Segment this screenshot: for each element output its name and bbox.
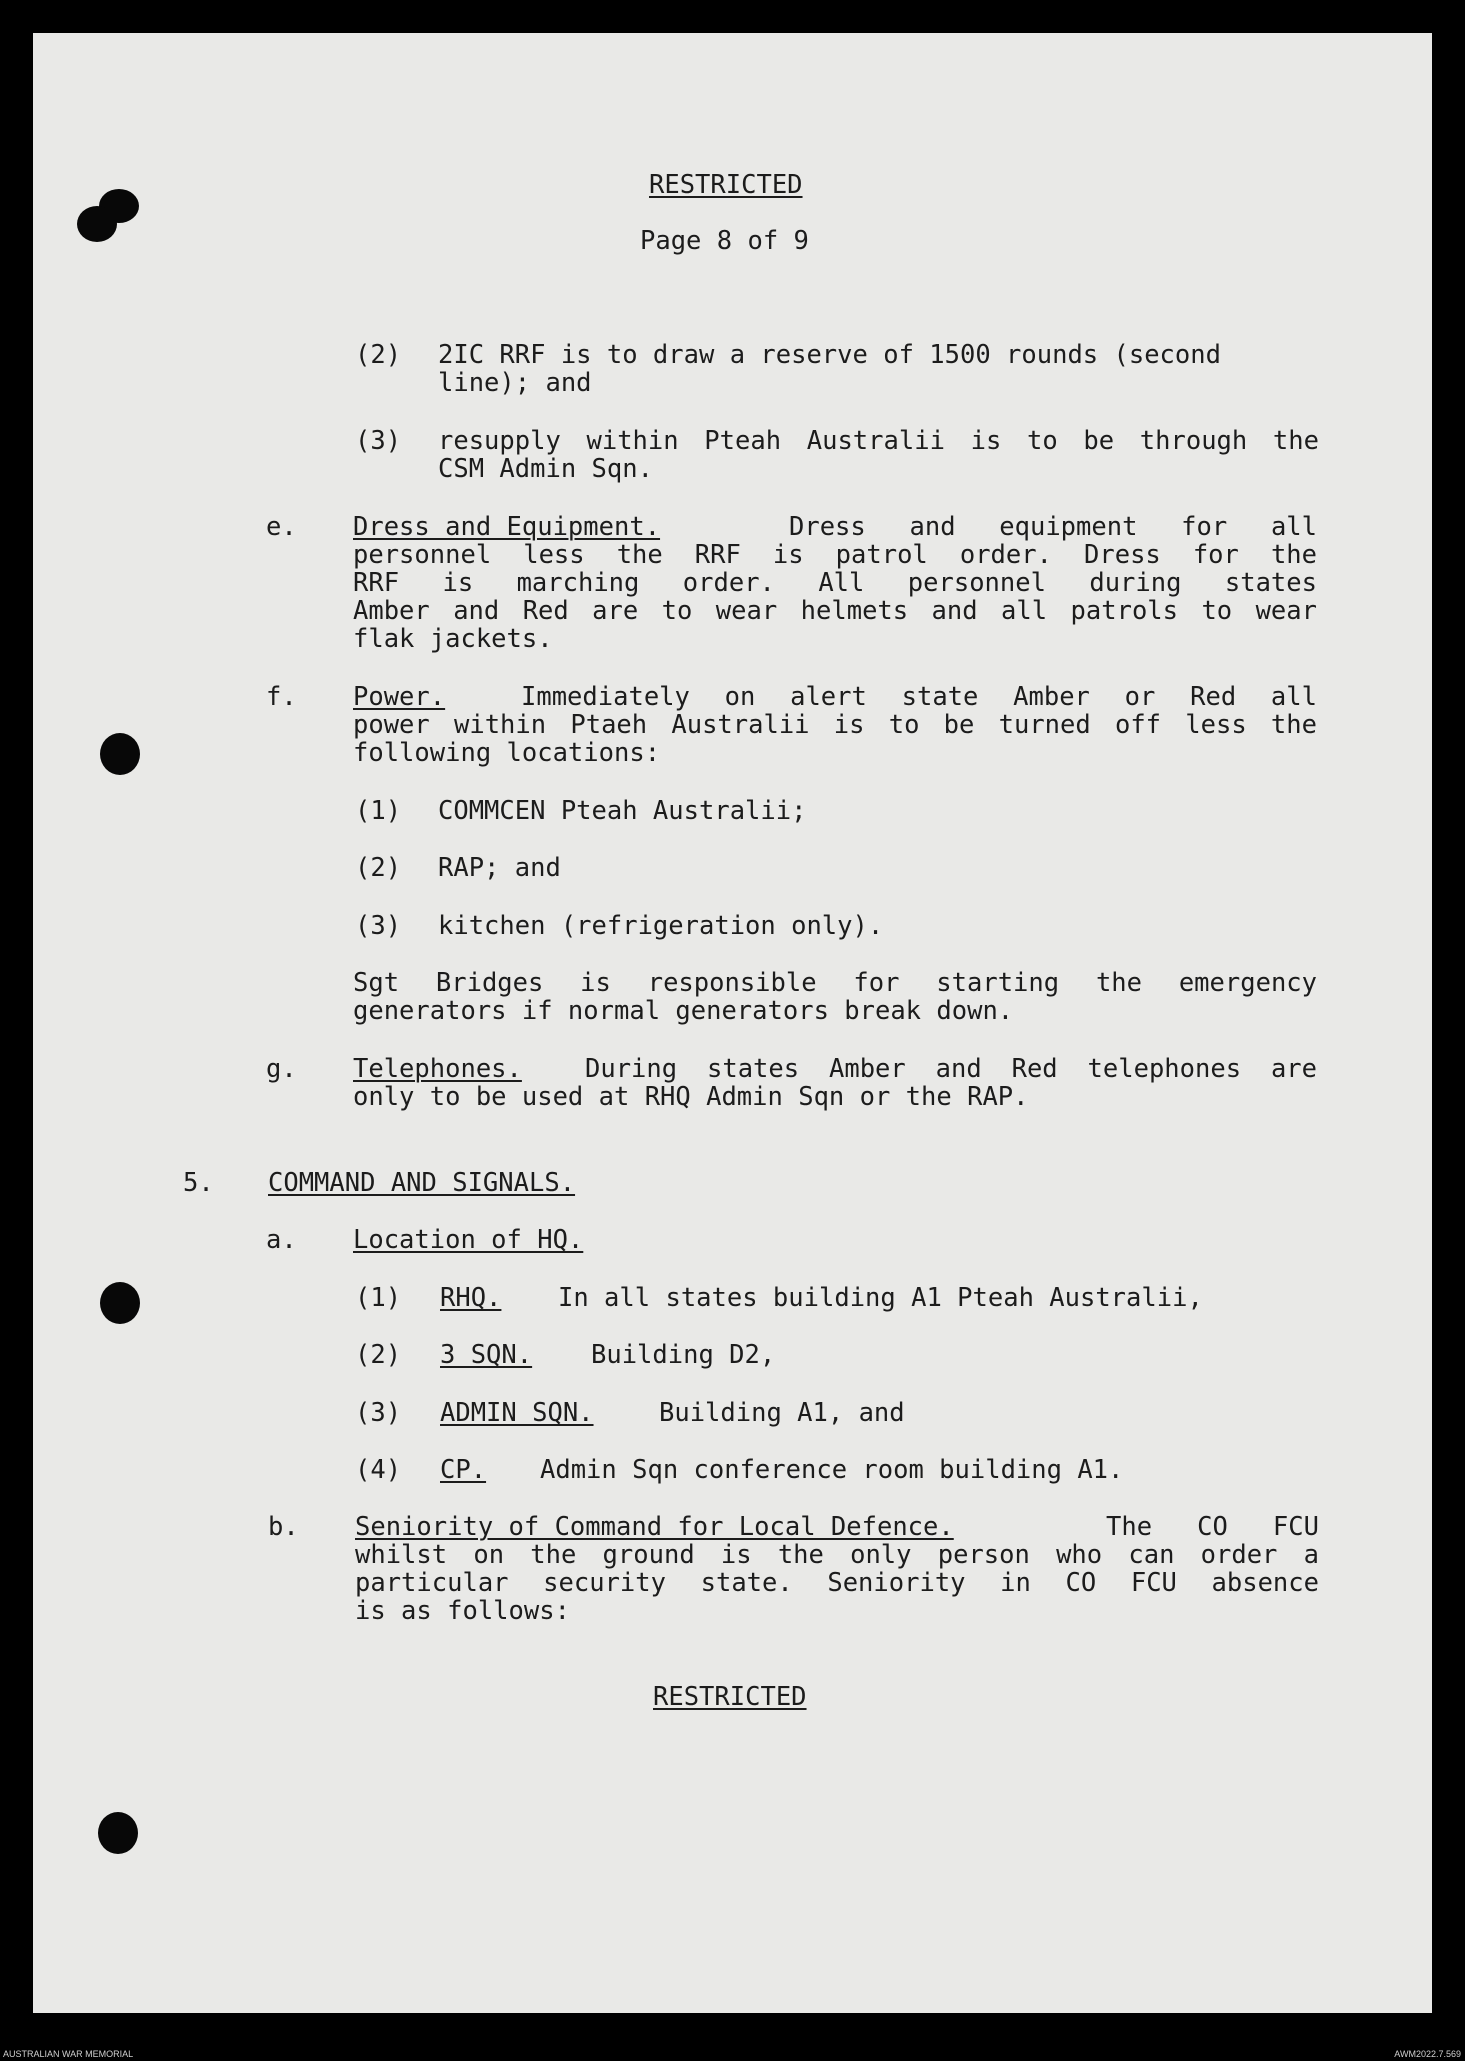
- paragraph-heading: Power.: [353, 682, 446, 712]
- item-number: (3): [355, 1398, 402, 1428]
- item-label: ADMIN SQN.: [440, 1398, 594, 1428]
- item-label: CP.: [440, 1455, 487, 1485]
- list-item: RAP; and: [438, 853, 561, 883]
- classification-header: RESTRICTED: [649, 170, 803, 200]
- paragraph-heading: Location of HQ.: [353, 1225, 584, 1255]
- paragraph-line: During states Amber and Red telephones are: [585, 1054, 1317, 1084]
- item-number: (3): [355, 911, 402, 941]
- paragraph-letter: g.: [266, 1054, 297, 1084]
- item-number: (1): [355, 796, 402, 826]
- paragraph-line: resupply within Pteah Australii is to be through the: [438, 426, 1319, 456]
- item-number: (2): [355, 853, 402, 883]
- paragraph-letter: a.: [266, 1225, 297, 1255]
- paragraph-line: The CO FCU: [1106, 1512, 1319, 1542]
- paragraph-line: RRF is marching order. All personnel during states: [353, 568, 1317, 598]
- section-number: 5.: [183, 1168, 214, 1198]
- paragraph-line: power within Ptaeh Australii is to be turned off less the: [353, 710, 1317, 740]
- paragraph-line: Dress and equipment for all: [789, 512, 1317, 542]
- paragraph-heading: Seniority of Command for Local Defence.: [355, 1512, 954, 1542]
- list-item: Admin Sqn conference room building A1.: [540, 1455, 1124, 1485]
- list-item: COMMCEN Pteah Australii;: [438, 796, 807, 826]
- paragraph-letter: e.: [266, 512, 297, 542]
- section-title: COMMAND AND SIGNALS.: [268, 1168, 576, 1198]
- paragraph-heading: Dress and Equipment.: [353, 512, 661, 542]
- paragraph-line: 2IC RRF is to draw a reserve of 1500 rounds (second: [438, 340, 1221, 370]
- paragraph-line: generators if normal generators break down.: [353, 996, 1014, 1026]
- item-number: (3): [355, 426, 402, 456]
- paragraph-line: particular security state. Seniority in CO FCU absence: [355, 1568, 1319, 1598]
- item-label: 3 SQN.: [440, 1340, 533, 1370]
- punch-hole-2: [77, 206, 117, 242]
- paragraph-line: is as follows:: [355, 1596, 570, 1626]
- paragraph-line: Sgt Bridges is responsible for starting the emergency: [353, 968, 1317, 998]
- list-item: Building D2,: [591, 1340, 776, 1370]
- item-number: (2): [355, 1340, 402, 1370]
- paragraph-line: Amber and Red are to wear helmets and all patrols to wear: [353, 596, 1317, 626]
- paragraph-line: personnel less the RRF is patrol order. Dress for the: [353, 540, 1317, 570]
- item-number: (1): [355, 1283, 402, 1313]
- item-label: RHQ.: [440, 1283, 502, 1313]
- paragraph-line: Immediately on alert state Amber or Red all: [521, 682, 1317, 712]
- punch-hole-5: [98, 1812, 138, 1854]
- paragraph-letter: b.: [268, 1512, 299, 1542]
- list-item: Building A1, and: [659, 1398, 905, 1428]
- punch-hole-4: [100, 1282, 140, 1324]
- paragraph-letter: f.: [266, 682, 297, 712]
- classification-footer: RESTRICTED: [653, 1682, 807, 1712]
- paragraph-line: flak jackets.: [353, 624, 553, 654]
- paragraph-line: following locations:: [353, 738, 661, 768]
- punch-hole-3: [100, 733, 140, 775]
- reference-caption: AWM2022.7.569: [1394, 2049, 1461, 2059]
- paragraph-line: CSM Admin Sqn.: [438, 454, 653, 484]
- paragraph-line: whilst on the ground is the only person who can order a: [355, 1540, 1319, 1570]
- list-item: kitchen (refrigeration only).: [438, 911, 884, 941]
- document-page: [33, 33, 1432, 2013]
- institution-caption: AUSTRALIAN WAR MEMORIAL: [3, 2049, 134, 2059]
- item-number: (2): [355, 340, 402, 370]
- paragraph-line: only to be used at RHQ Admin Sqn or the RAP.: [353, 1082, 1029, 1112]
- paragraph-heading: Telephones.: [353, 1054, 522, 1084]
- paragraph-line: line); and: [438, 368, 592, 398]
- list-item: In all states building A1 Pteah Australii,: [558, 1283, 1203, 1313]
- item-number: (4): [355, 1455, 402, 1485]
- page-number: Page 8 of 9: [640, 226, 809, 256]
